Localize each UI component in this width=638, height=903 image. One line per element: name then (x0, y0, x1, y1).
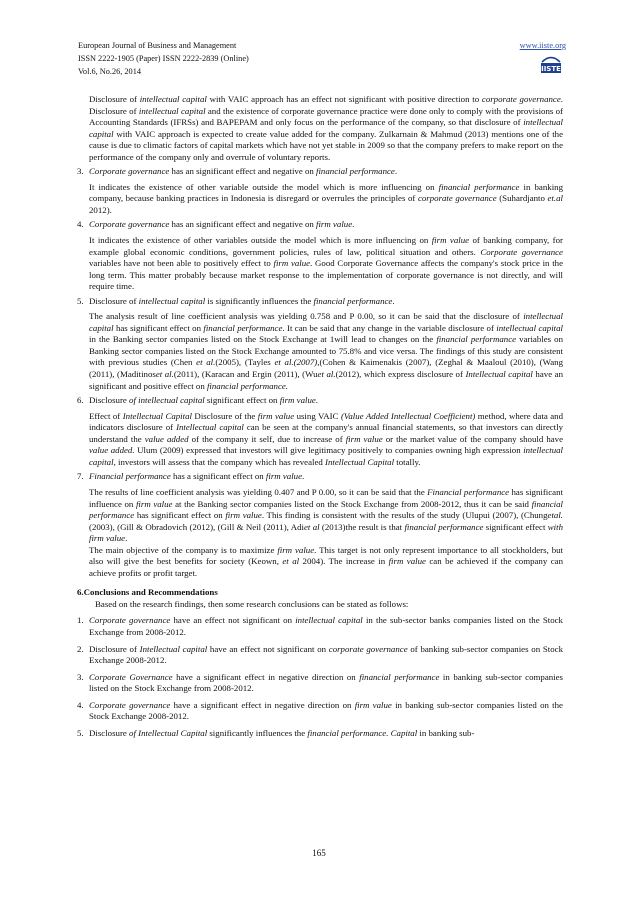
page-header (78, 40, 566, 78)
volume-line: Vol.6, No.26, 2014 (78, 66, 141, 76)
paragraph: Effect of Intellectual Capital Disclosure of the firm value using VAIC (Value Added Intellectual Coefficient) method, where data and indicators disclosure of Intellectual capital can be seen at the company's annual financial statements, so that investors can directly understand the value added of the company it self, due to increase of firm value or the market value of the company should have value added. Ulum (2009) expressed that investors will give legitimacy positively to companies owning high expression intellectual capital, investors will assess that the company which has revealed Intellectual Capital totally. (89, 410, 564, 467)
paragraph: It indicates the existence of other variable outside the model which is more influencing on financial performance in banking company, because banking practices in Indonesia is disregard or overrules the principles of corporate governance (Suhardjanto et.al 2012). (89, 181, 564, 215)
section-heading: 6.Conclusions and Recommendations (77, 587, 218, 598)
journal-url-link[interactable]: www.iiste.org (519, 41, 566, 50)
paragraph: Disclosure of intellectual capital with VAIC approach has an effect not significant with positive direction to corporate governance. Disclosure of intellectual capital and the existence of corporate governance practice were done only to comply with the provisions of Accounting Standards (IFRSs) and BAPEPAM and only focus on the performance of the company, so that disclosure of intellectual capital with VAIC approach is expected to create value added for the company. Zulkarnain & Mahmud (2013) mentions one of the cause is due to climatic factors of capital markets which have not yet stable in 2009 so that the company prefers to make report on the performance of the company only and overrule of voluntary reports. (89, 94, 564, 162)
list-item: 7. Financial performance has a significant effect on firm value. (77, 471, 305, 482)
list-item: 3. Corporate governance has an significant effect and negative on financial performance. (77, 166, 398, 177)
iiste-logo-icon (536, 53, 566, 75)
list-item: 5. Disclosure of Intellectual Capital significantly influences the financial performance. Capital in banking sub- (77, 727, 475, 738)
list-item: 2. Disclosure of Intellectual capital have an effect not significant on corporate governance of banking sub-sector companies on Stock Exchange 2008-2012. (77, 643, 563, 666)
paragraph: The main objective of the company is to maximize firm value. This target is not only represent importance to all stockholders, but also will give the best benefits for society (Keown, et al 2004). The increase in firm value can be achieved if the company can achieve profits or profit target. (89, 544, 564, 578)
list-item: 3. Corporate Governance have a significant effect in negative direction on financial performance in banking sub-sector companies listed on the Stock Exchange from 2008-2012. (77, 671, 563, 694)
paragraph: It indicates the existence of other variables outside the model which is more influencing on firm value of banking company, for example global economic conditions, government policies, rules of law, political situation and others. Corporate governance variables have not been able to positively effect to firm value. Good Corporate Governance affects the company's stock price in the long term. This matter probably because market response to the implementation of corporate governance is not directly, and will require time. (89, 235, 563, 292)
section-intro: Based on the research findings, then some research conclusions can be stated as follows: (95, 598, 409, 609)
issn-line: ISSN 2222-1905 (Paper) ISSN 2222-2839 (Online) (78, 53, 249, 63)
list-item: 1. Corporate governance have an effect not significant on intellectual capital in the sub-sector banks companies listed on the Stock Exchange from 2008-2012. (77, 615, 563, 637)
page-body (77, 94, 563, 739)
list-item: 4. Corporate governance have a significant effect in negative direction on firm value in banking sub-sector companies listed on the Stock Exchange 2008-2012. (77, 699, 563, 722)
svg-text:IISTE: IISTE (541, 65, 561, 73)
journal-name: European Journal of Business and Management (78, 41, 237, 50)
list-item: 4. Corporate governance has an significant effect and negative on firm value. (77, 219, 355, 230)
paragraph: The results of line coefficient analysis was yielding 0.407 and P 0.00, so it can be said that the Financial performance has significant influence on firm value at the Banking sector companies listed on the Stock Exchange from 2008-2012, thus it can be said financial performance has significant effect on firm value. This finding is consistent with the results of the study (Ulupui (2007), (Chungetal.(2003), (Gill & Obradovich (2012), (Gill & Neil (2011), Adiet al (2013)the result is that financial performance significant effect with firm value. (89, 486, 564, 544)
list-item: 6. Disclosure of intellectual capital significant effect on firm value. (77, 395, 319, 406)
list-item: 5. Disclosure of intellectual capital is significantly influences the financial performance. (77, 295, 395, 306)
page-number: 165 (312, 848, 326, 858)
paragraph: The analysis result of line coefficient analysis was yielding 0.758 and P 0.00, so it can be said that the disclosure of intellectual capital has significant effect on financial performance. It can be said that any change in the variable disclosure of intellectual capital in the Banking sector companies listed on the Stock Exchange at 1will lead to changes on the financial performance variables on Banking sector companies listed on the Stock Exchange amounted to 75.8% and vice versa. The findings of this study are consistent with previous studies (Chen et al.(2005), (Tayles et al.(2007),(Cohen & Kaimenakis (2007), (Zeghal & Maaloul (2010), (Wang (2011), (Maditinoset al.(2011), (Karacan and Ergin (2011), (Wuet al.(2012), which express disclosure of Intellectual capital have an significant and positive effect on financial performance. (89, 311, 564, 391)
